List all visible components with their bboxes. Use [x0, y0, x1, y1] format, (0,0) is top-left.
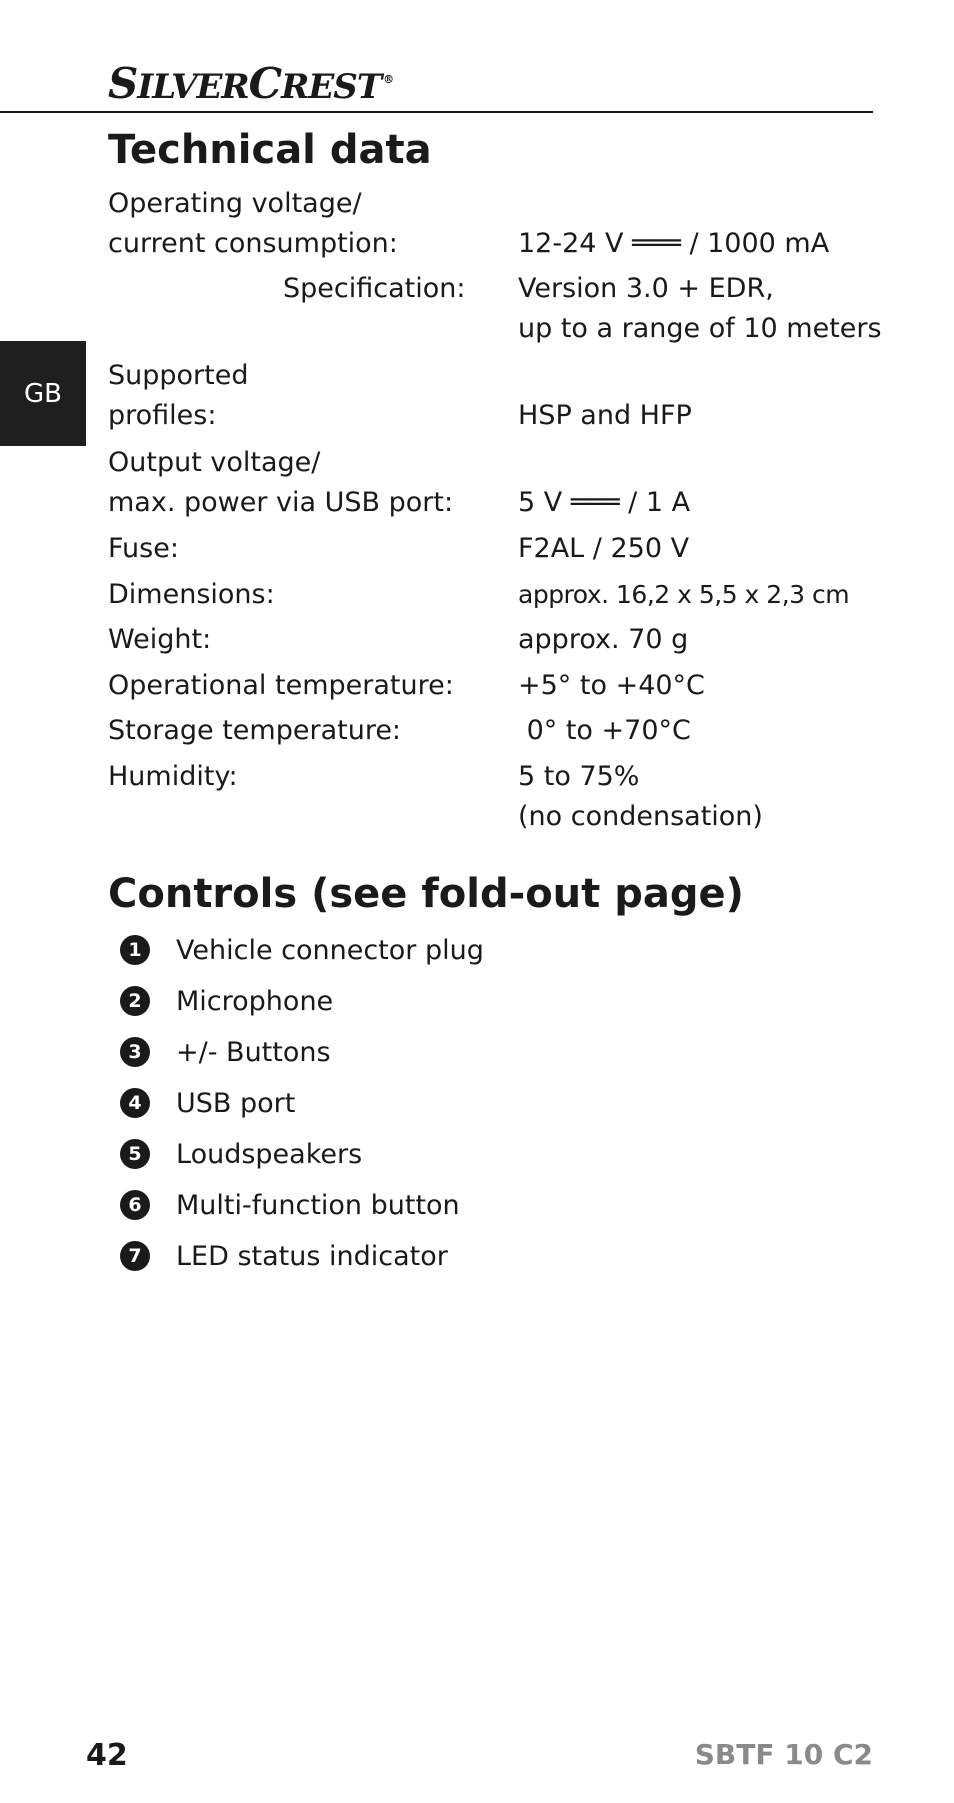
spec-value: 5 to 75%	[518, 761, 640, 792]
brand-letters-rest: REST	[281, 67, 382, 107]
control-item	[120, 981, 333, 1021]
spec-label: Supported	[108, 360, 249, 391]
control-item	[120, 930, 484, 970]
spec-value: approx. 70 g	[518, 624, 689, 655]
spec-label: max. power via USB port:	[108, 487, 454, 518]
brand-letters-ilver: ILVER	[137, 67, 249, 107]
spec-value: F2AL / 250 V	[518, 533, 690, 564]
spec-value: 12-24 V ═══ / 1000 mA	[518, 228, 830, 259]
number-3-icon: 3	[120, 1037, 150, 1067]
language-tab: GB	[0, 341, 86, 446]
model-number: SBTF 10 C2	[694, 1738, 873, 1771]
brand-letter-c: C	[248, 59, 282, 108]
spec-label: Humidity:	[108, 761, 238, 792]
spec-label: Specification:	[283, 273, 466, 304]
number-1-icon: 1	[120, 935, 150, 965]
control-label: Multi-function button	[176, 1189, 460, 1221]
spec-value: approx. 16,2 x 5,5 x 2,3 cm	[518, 580, 850, 609]
control-item	[120, 1236, 448, 1276]
control-label: +/- Buttons	[176, 1036, 331, 1068]
control-label: Microphone	[176, 985, 334, 1017]
control-item	[120, 1185, 460, 1225]
registered-mark: ®	[383, 73, 394, 86]
number-2-icon: 2	[120, 986, 150, 1016]
spec-label: current consumption:	[108, 228, 398, 259]
control-label: LED status indicator	[176, 1240, 448, 1272]
spec-value: HSP and HFP	[518, 400, 692, 431]
spec-value: +5° to +40°C	[518, 670, 705, 701]
technical-data-title: Technical data	[108, 127, 432, 173]
control-item	[120, 1083, 295, 1123]
number-4-icon: 4	[120, 1088, 150, 1118]
control-label: Vehicle connector plug	[176, 934, 484, 966]
number-7-icon: 7	[120, 1241, 150, 1271]
number-5-icon: 5	[120, 1139, 150, 1169]
spec-label: Operating voltage/	[108, 188, 362, 219]
brand-letter-s: S	[108, 59, 138, 108]
spec-value: 0° to +70°C	[518, 715, 691, 746]
spec-label: Weight:	[108, 624, 212, 655]
control-item	[120, 1032, 331, 1072]
spec-label: Output voltage/	[108, 447, 321, 478]
spec-value: up to a range of 10 meters	[518, 313, 882, 344]
number-6-icon: 6	[120, 1190, 150, 1220]
header-divider	[0, 111, 873, 113]
control-item	[120, 1134, 362, 1174]
spec-value: Version 3.0 + EDR,	[518, 273, 774, 304]
spec-label: profiles:	[108, 400, 217, 431]
spec-label: Fuse:	[108, 533, 179, 564]
spec-value: 5 V ═══ / 1 A	[518, 487, 691, 518]
control-label: USB port	[176, 1087, 296, 1119]
control-label: Loudspeakers	[176, 1138, 363, 1170]
controls-title: Controls (see fold-out page)	[108, 871, 744, 917]
spec-label: Operational temperature:	[108, 670, 454, 701]
page-number: 42	[86, 1738, 128, 1773]
spec-label: Dimensions:	[108, 579, 275, 610]
spec-label: Storage temperature:	[108, 715, 402, 746]
spec-value: (no condensation)	[518, 801, 763, 832]
brand-logo	[108, 56, 393, 111]
